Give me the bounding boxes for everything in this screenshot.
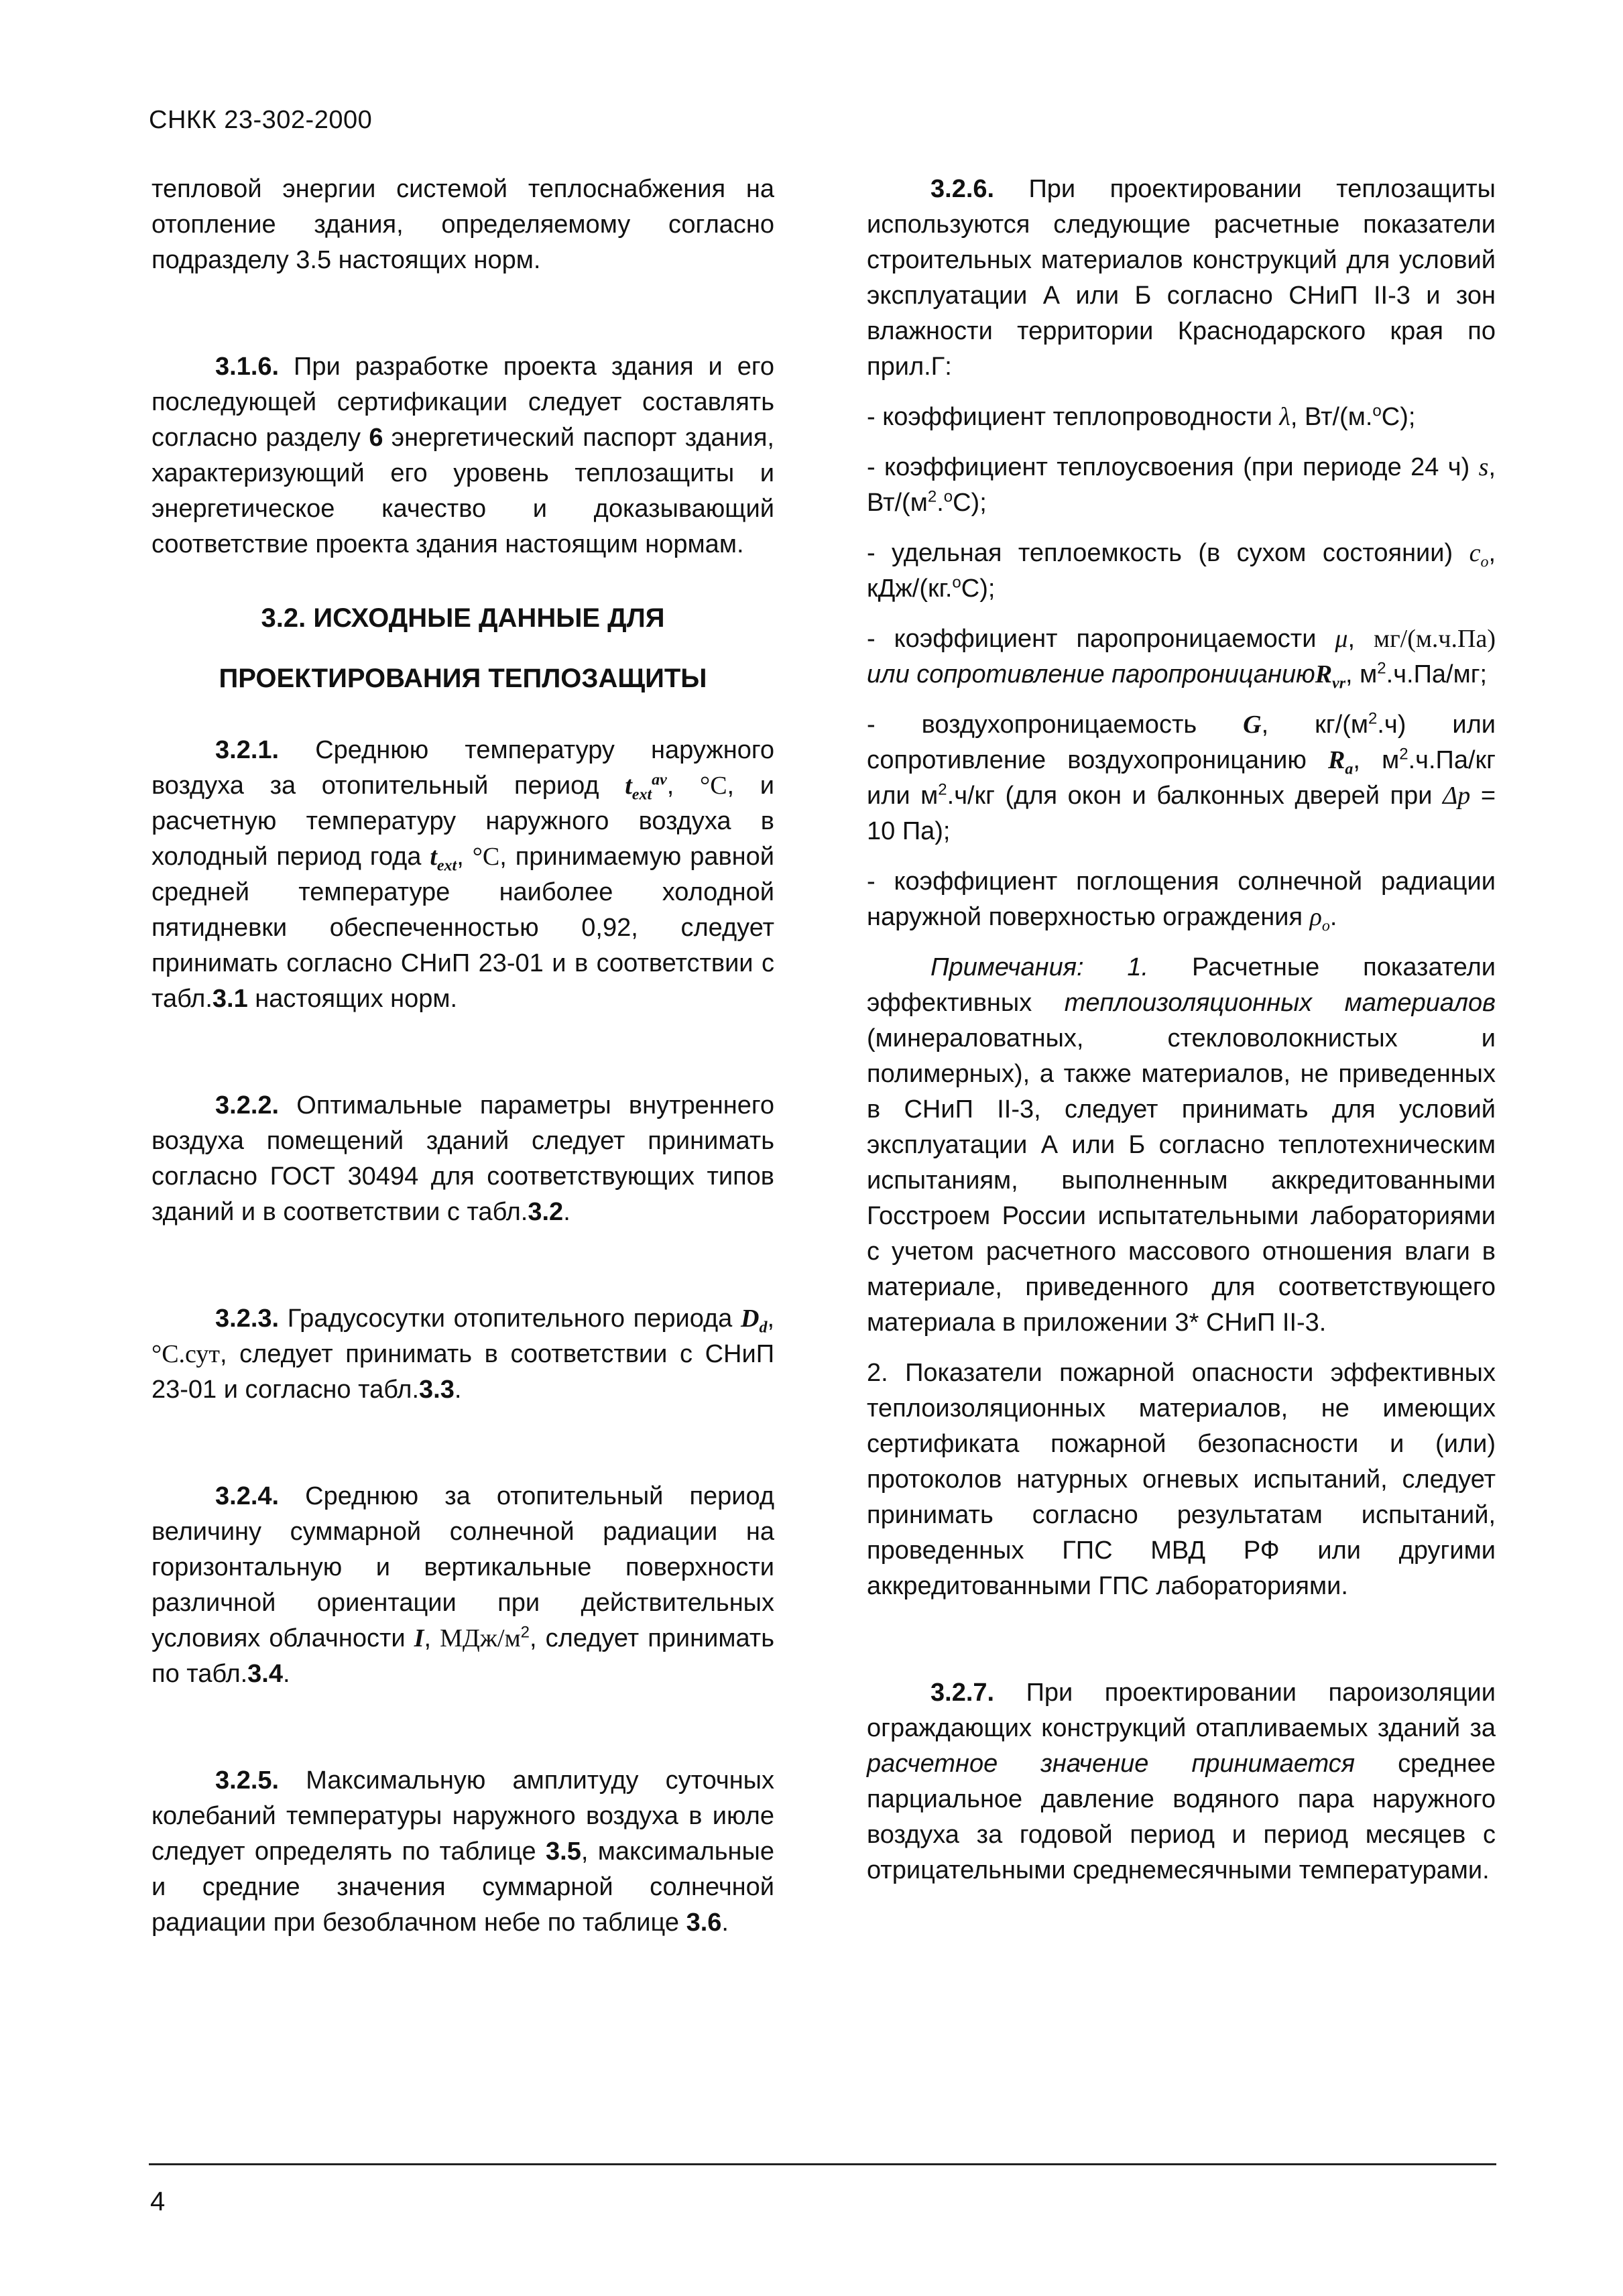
paragraph-3-1-6: 3.1.6. При разработке проекта здания и его последующей сертификации следует составлять согласно разделу 6 энергетический паспорт здания, характеризующий его уровень теплозащиты и энергетическое качество и доказывающий соответствие проекта здания настоящим нормам.: [152, 353, 774, 558]
paragraph-3-2-1: 3.2.1. Среднюю температуру наружного воздуха за отопительный период $t_{ext}^{av}$, °С, и расчетную температуру наружного воздуха в холодный период года $t_{ext}$, °С, принимаемую равной средней температуре наиболее холодной пятидневки обеспеченностью 0,92, следует принимать согласно СНиП 23-01 и в соответствии с табл.3.1 настоящих норм.: [152, 736, 774, 1013]
right-column: [867, 172, 1496, 1888]
symbol-delta-p: Δp: [1442, 782, 1471, 810]
symbol-t-ext-av: $t_{ext}^{av}$: [625, 771, 667, 804]
symbol-d-d: $D_d$: [740, 1305, 768, 1337]
page-number: 4: [150, 2187, 166, 2216]
paragraph-3-2-6: 3.2.6. При проектировании теплозащиты используются следующие расчетные показатели строительных материалов конструкций для условий эксплуатации А или Б согласно СНиП II-3 и зон влажности территории Краснодарского края по прил.Г:: [867, 175, 1496, 381]
paragraph-3-2-2: 3.2.2. Оптимальные параметры внутреннего воздуха помещений зданий следует принимать согласно ГОСТ 30494 для соответствующих типов зданий и в соответствии с табл.3.2.: [152, 1091, 774, 1226]
symbol-i: I: [414, 1624, 424, 1652]
paragraph-3-2-5: 3.2.5. Максимальную амплитуду суточных колебаний температуры наружного воздуха в июле следует определять по таблице 3.5, максимальные и средние значения суммарной солнечной радиации при безоблачном небе по таблице 3.6.: [152, 1766, 774, 1937]
paragraph-3-2-7: 3.2.7. При проектировании пароизоляции ограждающих конструкций отапливаемых зданий за расчетное значение принимается среднее парциальное давление водяного пара наружного воздуха за годовой период и период месяцев с отрицательными среднемесячными температурами.: [867, 1679, 1496, 1884]
list-item-heat-absorption: - коэффициент теплоусвоения (при периоде 24 ч) s, $Вт/(м^2.^oС)$;: [867, 453, 1496, 517]
section-heading-3-2: [152, 588, 774, 709]
section-heading-line-2: ПРОЕКТИРОВАНИЯ ТЕПЛОЗАЩИТЫ: [219, 664, 707, 693]
note-2: 2. Показатели пожарной опасности эффективных теплоизоляционных материалов, не имеющих сертификата пожарной безопасности и (или) протоколов натурных огневых испытаний, следует принимать согласно результатам испытаний, проведенных ГПС МВД РФ или другими аккредитованными ГПС лабораториями.: [867, 1359, 1496, 1600]
left-column: [152, 172, 774, 1941]
symbol-r-vr: $R_{vr}$: [1315, 660, 1346, 692]
note-1: Примечания: 1. Расчетные показатели эффективных теплоизоляционных материалов (минераловатных, стекловолокнистых и полимерных), а также материалов, не приведенных в СНиП II-3, следует принимать для условий эксплуатации А или Б согласно теплотехническим испытаниям, выполненным аккредитованными Госстроем России испытательными лабораториями с учетом расчетного массового отношения влаги в материале, приведенного для соответствующего материала в приложении 3* СНиП II-3.: [867, 953, 1496, 1337]
symbol-rho-o: $\rho_o$: [1309, 903, 1330, 935]
list-item-thermal-conductivity: - коэффициент теплопроводности λ, Вт/(м.$^o$С);: [867, 402, 1416, 431]
list-item-vapor-permeability: - коэффициент паропроницаемости μ, мг/(м.ч.Па) или сопротивление паропроницаниюR$_{vr}$, $м^2.ч.Па/мг$;: [867, 625, 1496, 692]
paragraph-3-2-4: 3.2.4. Среднюю за отопительный период величину суммарной солнечной радиации на горизонтальную и вертикальные поверхности различной ориентации при действительных условиях облачности I, МДж/$м^2$, следует принимать по табл.3.4.: [152, 1482, 774, 1688]
paragraph-3-2-3: 3.2.3. Градусосутки отопительного периода $D_d$, °С.сут, следует принимать в соответствии с СНиП 23-01 и согласно табл.3.3.: [152, 1305, 774, 1404]
list-item-heat-capacity: - удельная теплоемкость (в сухом состоянии) $c_o$, кДж/(кг.$^o$С);: [867, 539, 1496, 603]
paragraph-continuation: тепловой энергии системой теплоснабжения на отопление здания, определяемому согласно подразделу 3.5 настоящих норм.: [152, 175, 774, 274]
list-item-air-permeability: - воздухопроницаемость G, $кг/(м^2.ч)$ или сопротивление воздухопроницанию $R_a$, $м^2.ч.Па/кг$ или $м^2.ч/кг$ (для окон и балконных дверей при Δp = 10 Па);: [867, 709, 1496, 845]
symbol-g: G: [1243, 711, 1262, 739]
footer-divider: [149, 2163, 1496, 2165]
symbol-c-o: $c_o$: [1469, 539, 1489, 571]
symbol-lambda: λ: [1279, 403, 1290, 431]
symbol-s: s: [1478, 453, 1489, 481]
symbol-r-a: $R_a$: [1328, 746, 1354, 778]
symbol-t-ext: $t_{ext}$: [430, 843, 457, 875]
document-code-header: СНКК 23-302-2000: [149, 106, 373, 134]
section-heading-line-1: 3.2. ИСХОДНЫЕ ДАННЫЕ ДЛЯ: [261, 603, 665, 633]
list-item-solar-absorption: - коэффициент поглощения солнечной радиации наружной поверхностью ограждения $\rho_o$.: [867, 867, 1496, 935]
symbol-mu: μ: [1335, 625, 1348, 653]
